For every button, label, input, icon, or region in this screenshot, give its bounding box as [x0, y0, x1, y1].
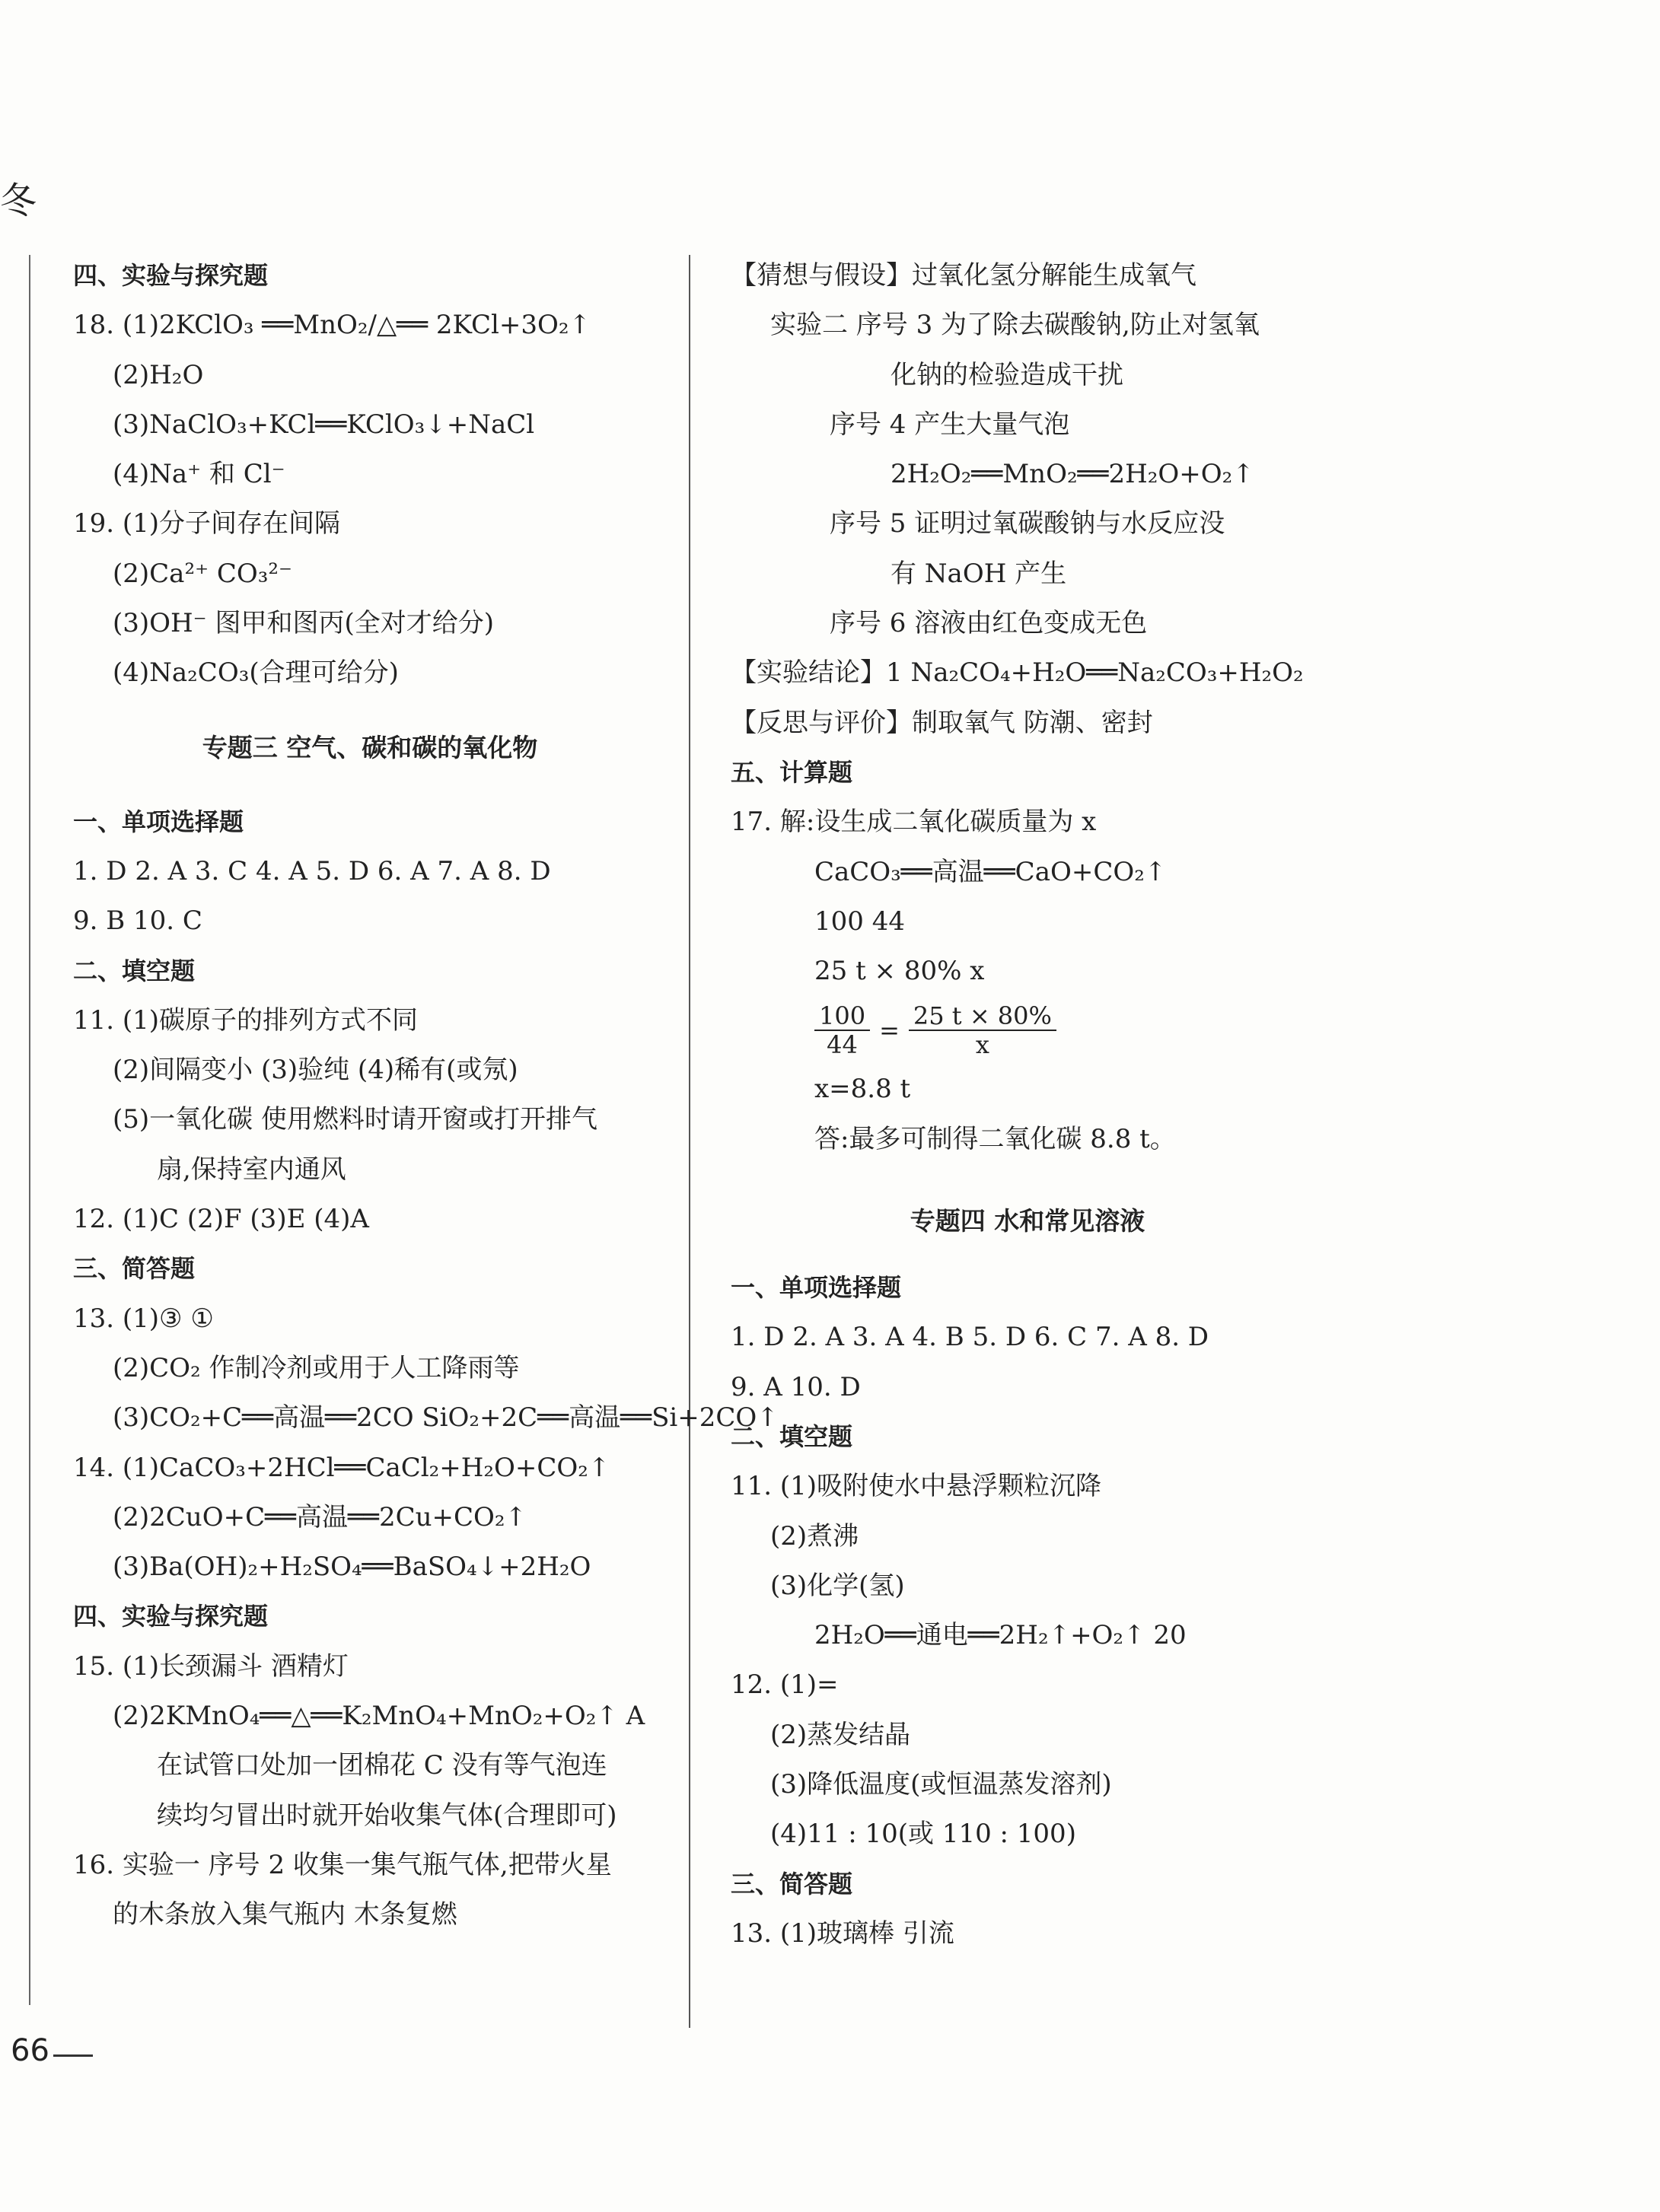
answer-line: (2)煮沸 [770, 1520, 859, 1552]
answer-line: 12. (1)C (2)F (3)E (4)A [73, 1204, 369, 1235]
answer-line: 100 44 [814, 905, 905, 937]
answer-line: (3)Ba(OH)₂+H₂SO₄══BaSO₄↓+2H₂O [113, 1552, 591, 1583]
topic-title: 专题四 水和常见溶液 [910, 1206, 1145, 1236]
equation-line: CaCO₃══高温══CaO+CO₂↑ [814, 856, 1167, 887]
answer-line: 序号 6 溶液由红色变成无色 [830, 608, 1148, 639]
answer-line: 14. (1)CaCO₃+2HCl══CaCl₂+H₂O+CO₂↑ [73, 1452, 610, 1483]
answer-line: 【反思与评价】制取氧气 防潮、密封 [731, 707, 1153, 738]
answer-line: (2)2CuO+C══高温══2Cu+CO₂↑ [113, 1501, 527, 1532]
topic-title: 专题三 空气、碳和碳的氧化物 [202, 732, 538, 762]
equation-line: 2H₂O₂══MnO₂══2H₂O+O₂↑ [891, 459, 1254, 490]
answer-line: (4)Na⁺ 和 Cl⁻ [113, 459, 285, 490]
answer-line: 【猜想与假设】过氧化氢分解能生成氧气 [731, 260, 1196, 291]
answer-line: (2)蒸发结晶 [770, 1719, 911, 1750]
proportion-fraction [731, 996, 1324, 1065]
answer-line: 的木条放入集气瓶内 木条复燃 [113, 1899, 457, 1930]
answer-line: 16. 实验一 序号 2 收集一集气瓶气体,把带火星 [73, 1849, 612, 1880]
answer-line: 序号 5 证明过氧碳酸钠与水反应没 [830, 508, 1225, 539]
answer-line: 15. (1)长颈漏斗 酒精灯 [73, 1650, 349, 1682]
edge-character: 冬 [0, 180, 37, 222]
answer-line: 续均匀冒出时就开始收集气体(合理即可) [157, 1800, 617, 1831]
answer-line: (4)Na₂CO₃(合理可给分) [113, 657, 399, 689]
fraction-numerator: 100 [814, 1002, 870, 1031]
answer-line: (3)化学(氢) [770, 1570, 905, 1601]
page-number-dash [53, 2054, 93, 2057]
answer-line: (3)CO₂+C══高温══2CO SiO₂+2C══高温══Si+2CO↑ [113, 1402, 779, 1434]
section-heading: 一、单项选择题 [731, 1273, 902, 1303]
answer-line: (2)CO₂ 作制冷剂或用于人工降雨等 [113, 1352, 520, 1383]
section-heading: 三、简答题 [73, 1254, 196, 1284]
answer-line: 25 t × 80% x [814, 956, 985, 987]
fraction-denominator: x [975, 1030, 989, 1060]
section-heading: 四、实验与探究题 [73, 261, 269, 290]
answer-line: x=8.8 t [814, 1074, 911, 1105]
section-heading: 四、实验与探究题 [73, 1602, 269, 1631]
answer-line: (3)OH⁻ 图甲和图丙(全对才给分) [113, 608, 494, 639]
section-heading: 五、计算题 [731, 757, 853, 787]
answer-line: 12. (1)= [731, 1669, 839, 1701]
answer-line: 有 NaOH 产生 [891, 558, 1067, 589]
column-divider [689, 255, 690, 2028]
answer-line: 19. (1)分子间存在间隔 [73, 508, 341, 539]
answer-line: 【实验结论】1 Na₂CO₄+H₂O══Na₂CO₃+H₂O₂ [731, 657, 1304, 689]
answer-line: (3)降低温度(或恒温蒸发溶剂) [770, 1769, 1112, 1800]
equals-sign: = [879, 1016, 900, 1046]
fraction-numerator: 25 t × 80% [909, 1002, 1056, 1031]
answer-line: (2)2KMnO₄══△══K₂MnO₄+MnO₂+O₂↑ A [113, 1701, 645, 1732]
right-column [731, 251, 1324, 1959]
page-number: 66 [11, 2033, 49, 2068]
answer-line: 9. B 10. C [73, 905, 202, 937]
answer-line: (2)H₂O [113, 359, 204, 390]
section-heading: 一、单项选择题 [73, 807, 244, 836]
answer-line: 答:最多可制得二氧化碳 8.8 t。 [814, 1123, 1176, 1154]
answer-line: 13. (1)③ ① [73, 1303, 214, 1334]
answer-line: (2)Ca²⁺ CO₃²⁻ [113, 558, 292, 589]
section-heading: 三、简答题 [731, 1869, 853, 1899]
answer-line: 扇,保持室内通风 [157, 1154, 346, 1185]
answer-line: 1. D 2. A 3. C 4. A 5. D 6. A 7. A 8. D [73, 855, 551, 886]
answer-line: (4)11 : 10(或 110 : 100) [770, 1819, 1076, 1850]
left-column [73, 251, 779, 1940]
answer-line: 9. A 10. D [731, 1371, 861, 1402]
answer-line: 11. (1)吸附使水中悬浮颗粒沉降 [731, 1471, 1102, 1502]
left-margin-rule [29, 255, 30, 2005]
answer-line: 化钠的检验造成干扰 [891, 359, 1123, 390]
section-heading: 二、填空题 [731, 1421, 853, 1451]
section-heading: 二、填空题 [73, 956, 196, 985]
answer-line: 17. 解:设生成二氧化碳质量为 x [731, 807, 1097, 838]
answer-line: 18. (1)2KClO₃ ══MnO₂/△══ 2KCl+3O₂↑ [73, 310, 591, 341]
answer-line: 在试管口处加一团棉花 C 没有等气泡连 [157, 1750, 607, 1781]
answer-line: 11. (1)碳原子的排列方式不同 [73, 1004, 419, 1036]
answer-line: (3)NaClO₃+KCl══KClO₃↓+NaCl [113, 409, 535, 440]
fraction-denominator: 44 [827, 1030, 858, 1060]
answer-line: 13. (1)玻璃棒 引流 [731, 1918, 954, 1949]
answer-line: 实验二 序号 3 为了除去碳酸钠,防止对氢氧 [770, 310, 1260, 341]
answer-line: (2)间隔变小 (3)验纯 (4)稀有(或氖) [113, 1055, 518, 1086]
equation-line: 2H₂O══通电══2H₂↑+O₂↑ 20 [814, 1620, 1187, 1651]
answer-line: (5)一氧化碳 使用燃料时请开窗或打开排气 [113, 1104, 597, 1135]
answer-line: 序号 4 产生大量气泡 [830, 409, 1070, 440]
answer-line: 1. D 2. A 3. A 4. B 5. D 6. C 7. A 8. D [731, 1322, 1209, 1353]
